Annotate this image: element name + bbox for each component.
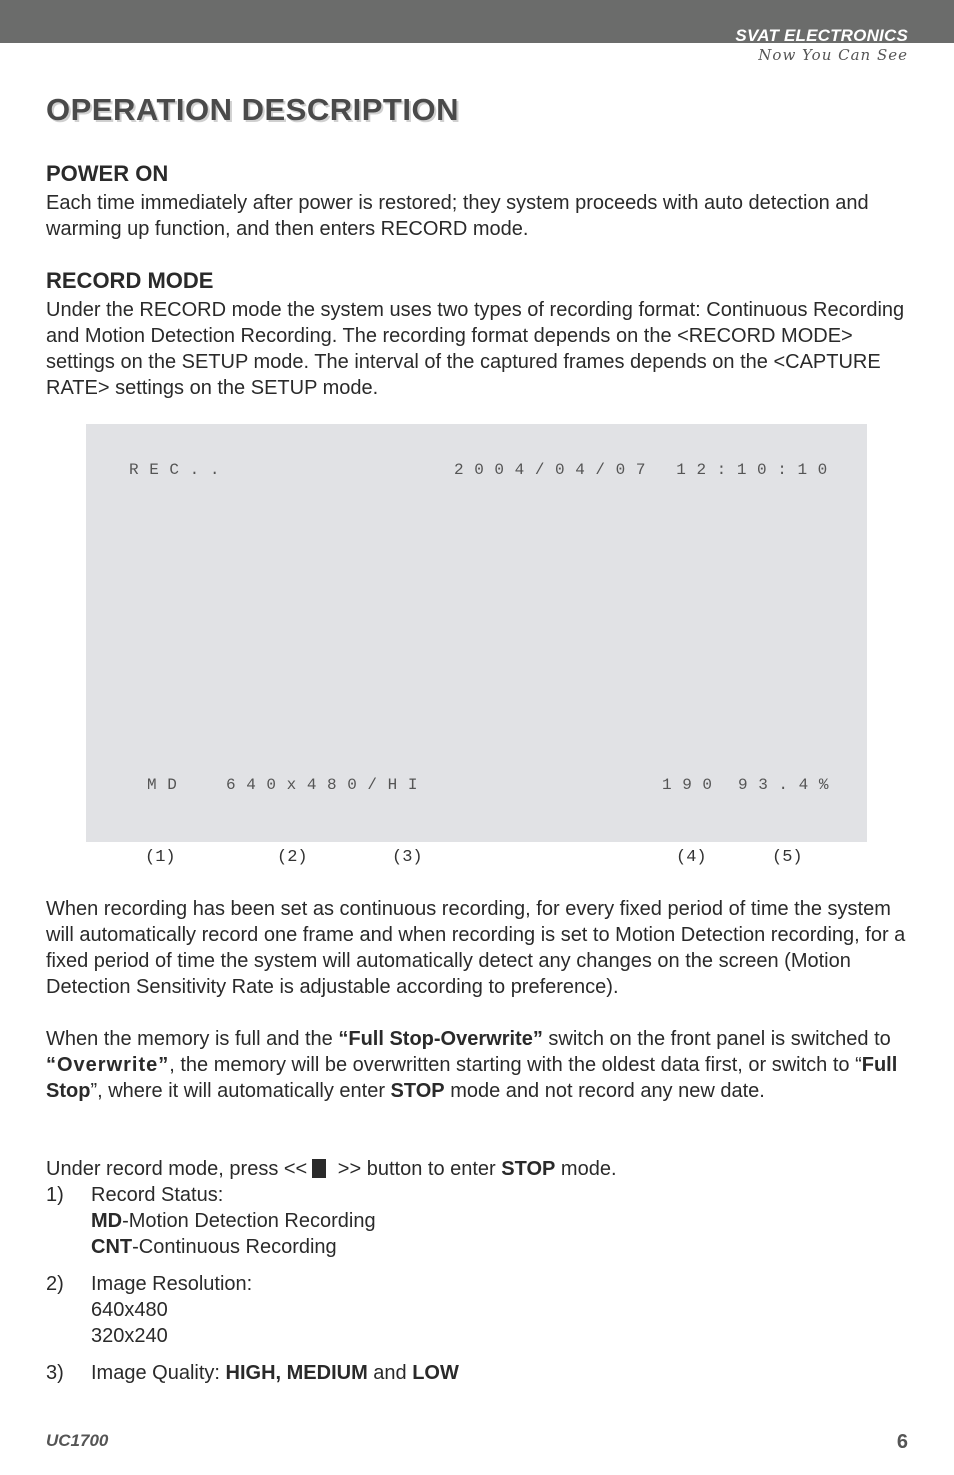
brand-tagline: Now You Can See — [758, 46, 908, 64]
osd-memory-percent: 9 3 . 4 % — [738, 776, 829, 794]
record-mode-heading: RECORD MODE — [46, 268, 214, 293]
footer-model-number: UC1700 — [46, 1431, 109, 1450]
list-number-3: 3) — [46, 1362, 64, 1384]
osd-resolution-quality: 6 4 0 x 4 8 0 / H I — [226, 776, 418, 794]
brand-name: SVAT ELECTRONICS — [735, 26, 908, 45]
list-item-record-status: Record Status: MD-Motion Detection Recording CNT-Continuous Recording — [91, 1184, 376, 1258]
osd-frame-count: 1 9 0 — [662, 776, 713, 794]
power-on-heading: POWER ON — [46, 161, 169, 186]
callout-2: (2) — [277, 848, 308, 867]
page-title: OPERATION DESCRIPTION — [46, 92, 459, 127]
list-item-image-resolution: Image Resolution: 640x480 320x240 — [91, 1273, 253, 1347]
record-mode-text: Under the RECORD mode the system uses two types of recording format: Continuous Recording and Motion Detection Recording. The recording format depends on the <RECORD MODE> settings on the SETUP mode. The interval of the captured frames depends on the <CAPTURE RATE> settings on the SETUP mode. — [46, 299, 905, 399]
memory-full-text: When the memory is full and the “Full Stop-Overwrite” switch on the front panel is switched to “Overwrite”, the memory will be overwritten starting with the oldest data first, or switch to “Full Stop”, where it will automatically enter STOP mode and not record any new date. — [46, 1028, 898, 1102]
callout-1: (1) — [145, 848, 176, 867]
list-number-2: 2) — [46, 1273, 64, 1295]
power-on-text: Each time immediately after power is restored; they system proceeds with auto detection and warming up function, and then enters RECORD mode. — [46, 192, 869, 240]
osd-datetime: 2 0 0 4 / 0 4 / 0 7 1 2 : 1 0 : 1 0 — [454, 461, 828, 479]
stop-instruction-text: Under record mode, press << >> button to enter STOP mode. — [46, 1158, 617, 1180]
continuous-recording-text: When recording has been set as continuous recording, for every fixed period of time the system will automatically record one frame and when recording is set to Motion Detection recording, for a fixed period of time the system will automatically detect any changes on the screen (Motion Detection Sensitivity Rate is adjustable according to preference). — [46, 898, 906, 998]
callout-3: (3) — [392, 848, 423, 867]
osd-rec-status: R E C . . — [129, 461, 220, 479]
osd-record-mode: M D — [147, 776, 178, 794]
monitor-screen-diagram — [86, 424, 867, 842]
list-number-1: 1) — [46, 1184, 64, 1206]
footer-page-number: 6 — [896, 1431, 908, 1453]
callout-5: (5) — [772, 848, 803, 867]
callout-4: (4) — [676, 848, 707, 867]
stop-square-icon — [312, 1159, 326, 1178]
list-item-image-quality: Image Quality: HIGH, MEDIUM and LOW — [91, 1362, 459, 1384]
